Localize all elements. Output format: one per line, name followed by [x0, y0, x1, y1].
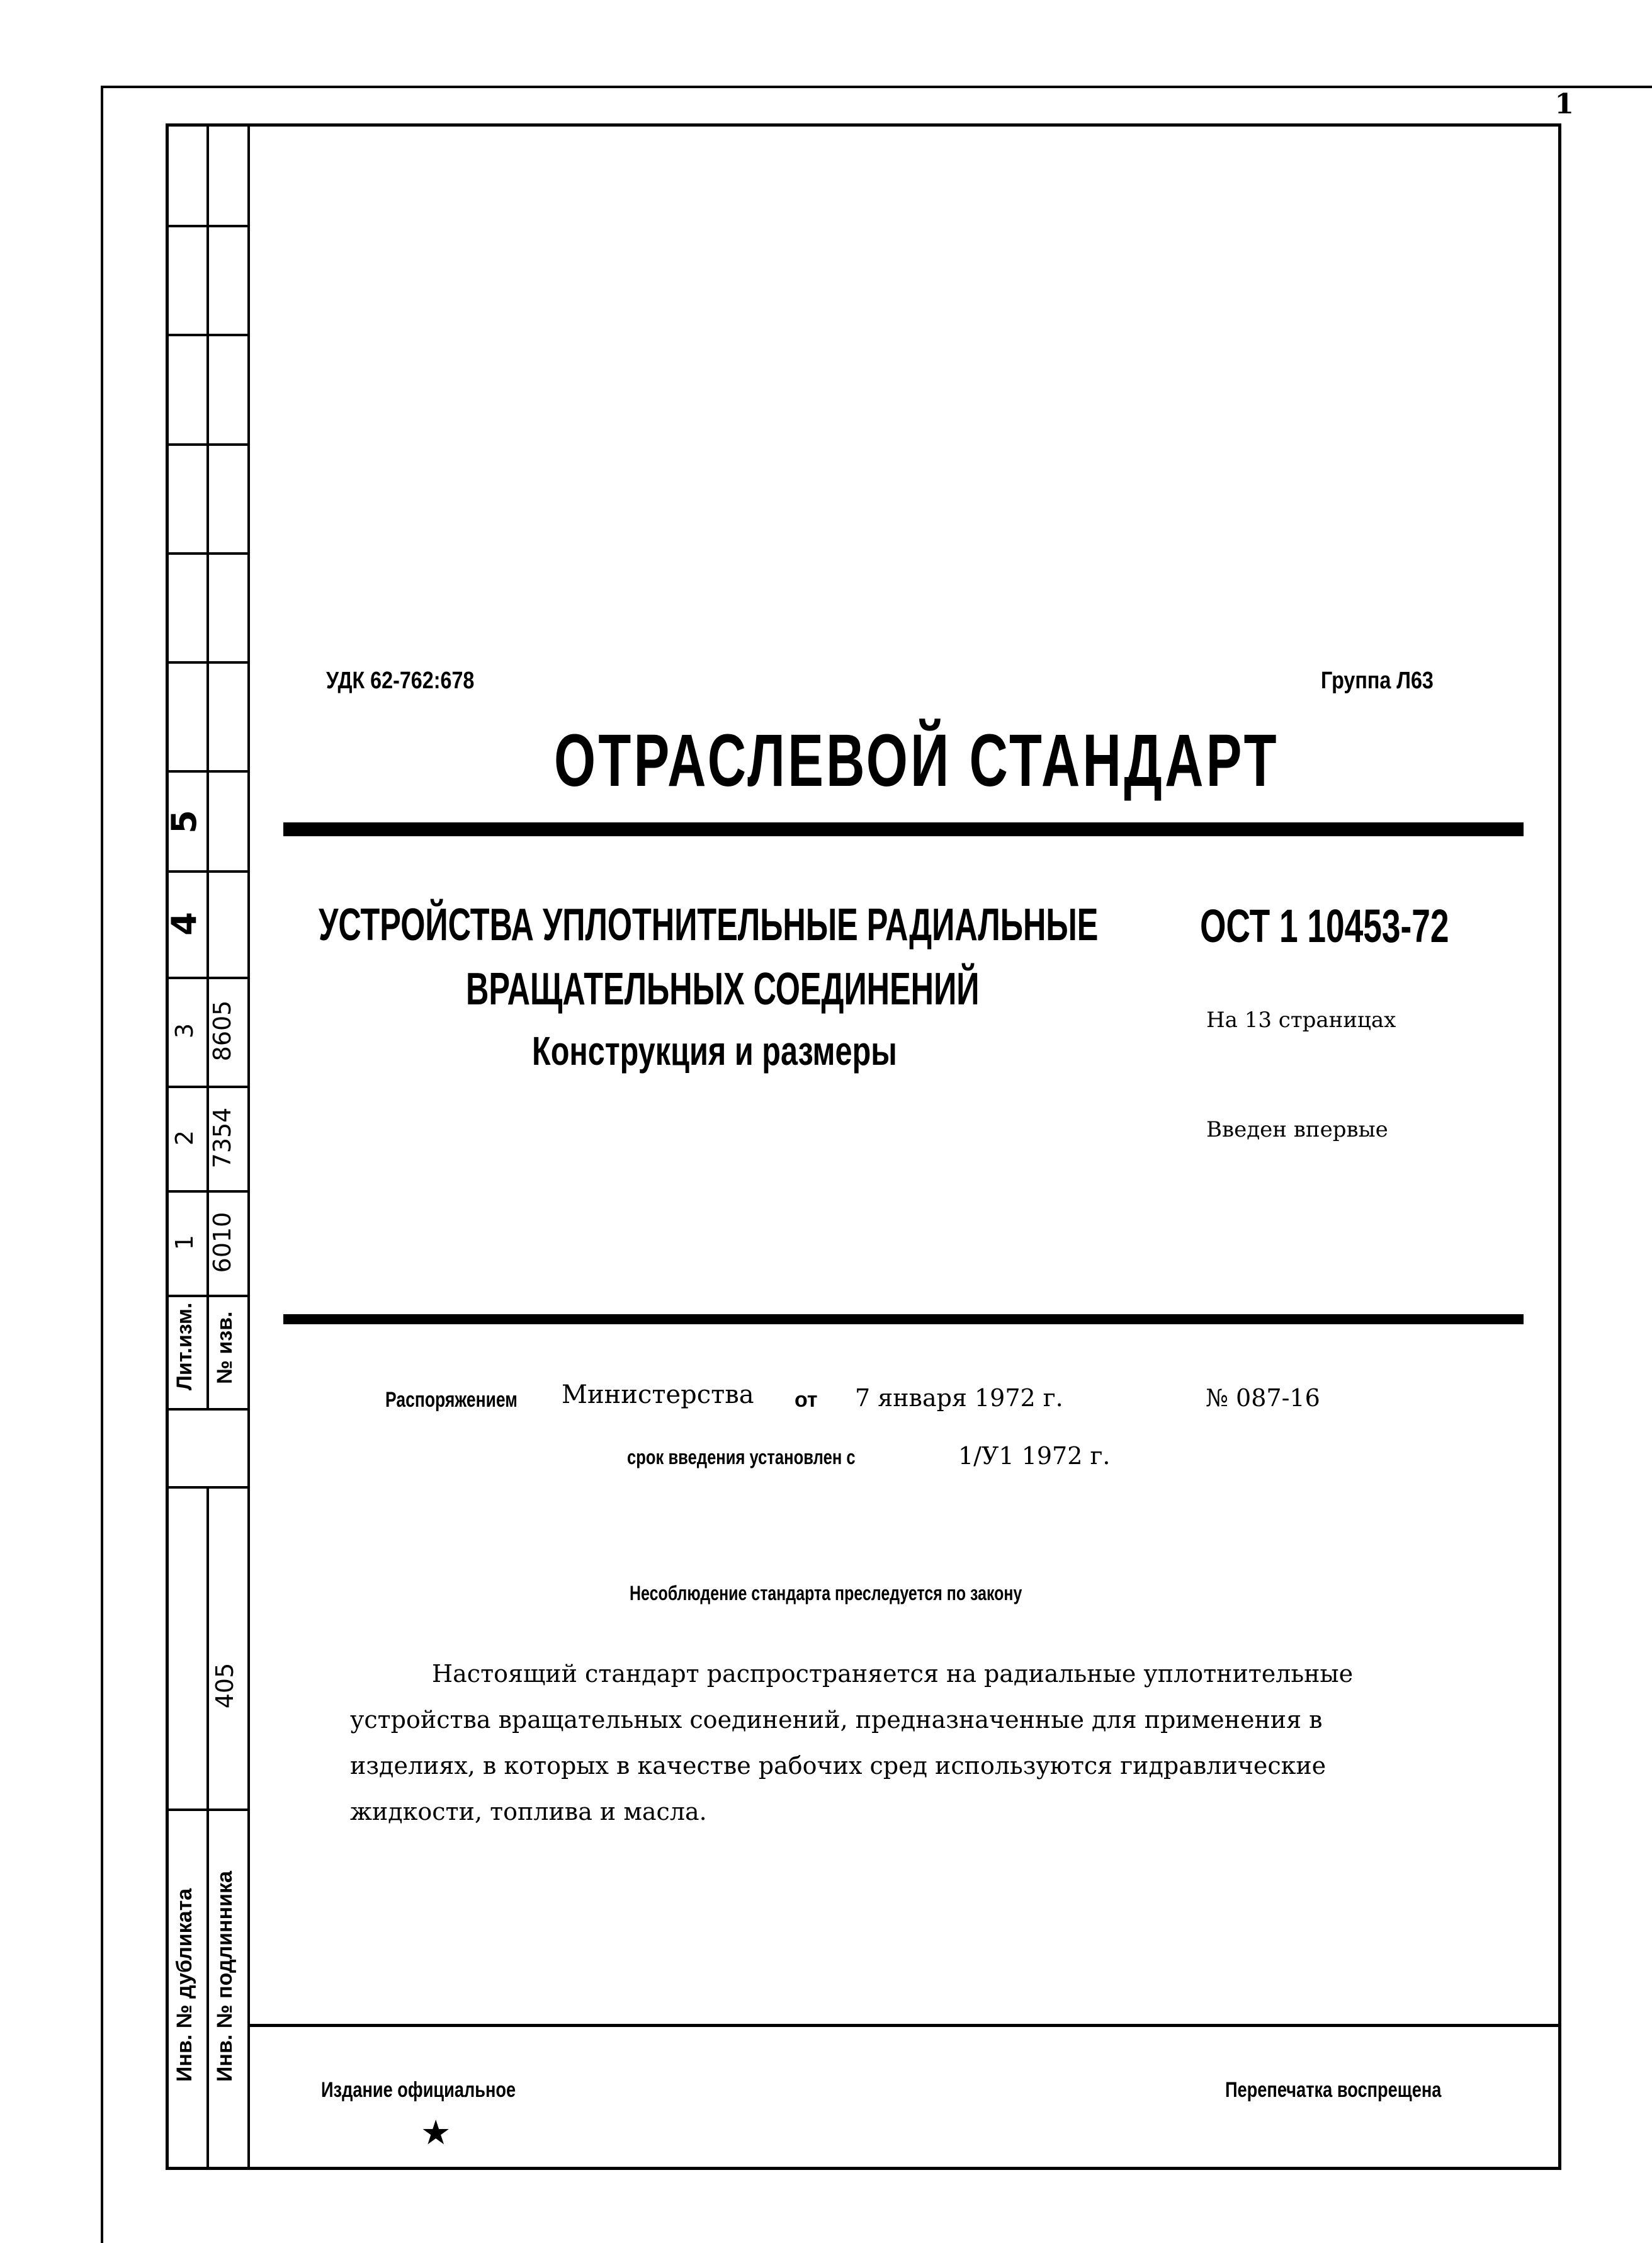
side-hline [166, 1486, 247, 1489]
side-hline [166, 1809, 247, 1811]
order-label: Распоряжением [385, 1388, 518, 1412]
paragraph-line: устройства вращательных соединений, предназначенные для применения в [350, 1706, 1323, 1734]
side-col-divider-2 [247, 123, 250, 2170]
scan-top-edge [101, 86, 1652, 88]
law-warning: Несоблюдение стандарта преследуется по закону [630, 1582, 1022, 1604]
dup-header: Инв. № дубликата [173, 1888, 196, 2082]
paragraph-line: жидкости, топлива и масла. [350, 1798, 707, 1826]
side-lower-left [166, 1486, 168, 2170]
handwritten-mark-4: 4 [164, 912, 204, 936]
side-hline [166, 1190, 247, 1193]
term-value: 1/У1 1972 г. [958, 1442, 1111, 1470]
order-number: № 087-16 [1206, 1384, 1320, 1412]
side-hline [166, 1295, 247, 1297]
page-number: 1 [1554, 88, 1574, 120]
footer-rule [249, 2024, 1561, 2027]
udk-code: УДК 62-762:678 [326, 667, 475, 694]
side-hline [166, 1086, 247, 1088]
reprint-notice: Перепечатка воспрещена [1225, 2078, 1442, 2102]
lower-value: 405 [211, 1662, 239, 1709]
side-hline [166, 443, 247, 446]
title-line-1: УСТРОЙСТВА УПЛОТНИТЕЛЬНЫЕ РАДИАЛЬНЫЕ [319, 900, 1099, 950]
side-hline [166, 770, 247, 773]
title-line-2: ВРАЩАТЕЛЬНЫХ СОЕДИНЕНИЙ [466, 964, 980, 1014]
side-hline [166, 870, 247, 873]
standard-type-heading: ОТРАСЛЕВОЙ СТАНДАРТ [554, 719, 1279, 802]
doc-row-2: 7354 [208, 1107, 236, 1169]
orig-header: Инв. № подлинника [213, 1871, 237, 2082]
paragraph-line: Настоящий стандарт распространяется на радиальные уплотнительные [432, 1660, 1354, 1688]
order-ministry: Министерства [562, 1380, 754, 1409]
lit-row-3: 3 [171, 1023, 198, 1039]
star-icon: ★ [421, 2113, 451, 2152]
lit-row-1: 1 [171, 1234, 198, 1251]
introduced-note: Введен впервые [1206, 1117, 1388, 1142]
order-date: 7 января 1972 г. [855, 1384, 1063, 1412]
side-hline [166, 1408, 247, 1411]
edition-label: Издание официальное [321, 2078, 516, 2102]
lit-row-2: 2 [171, 1130, 198, 1146]
group-code: Группа Л63 [1321, 667, 1434, 694]
page-count: На 13 страницах [1206, 1008, 1396, 1033]
side-hline [166, 552, 247, 555]
title-rule [283, 1314, 1524, 1324]
side-hline [166, 977, 247, 979]
document-frame [166, 123, 1561, 2170]
handwritten-mark-5: 5 [164, 810, 204, 834]
doc-row-1: 6010 [208, 1212, 236, 1273]
heading-rule [283, 822, 1524, 836]
standard-code: ОСТ 1 10453-72 [1200, 900, 1449, 952]
side-hline [166, 661, 247, 664]
side-lower-mid [206, 1486, 209, 2170]
doc-row-3: 8605 [208, 1000, 236, 1062]
side-hline [166, 225, 247, 227]
title-line-3: Конструкция и размеры [532, 1028, 897, 1074]
order-from: от [795, 1388, 818, 1412]
paragraph-line: изделиях, в которых в качестве рабочих сред используются гидравлические [350, 1752, 1327, 1780]
lit-header: Лит.изм. [173, 1302, 196, 1390]
scope-paragraph [350, 1651, 1483, 1835]
side-hline [166, 334, 247, 336]
scan-left-edge [101, 86, 103, 2243]
doc-header: № изв. [213, 1311, 237, 1384]
term-label: срок введения установлен с [627, 1446, 856, 1468]
